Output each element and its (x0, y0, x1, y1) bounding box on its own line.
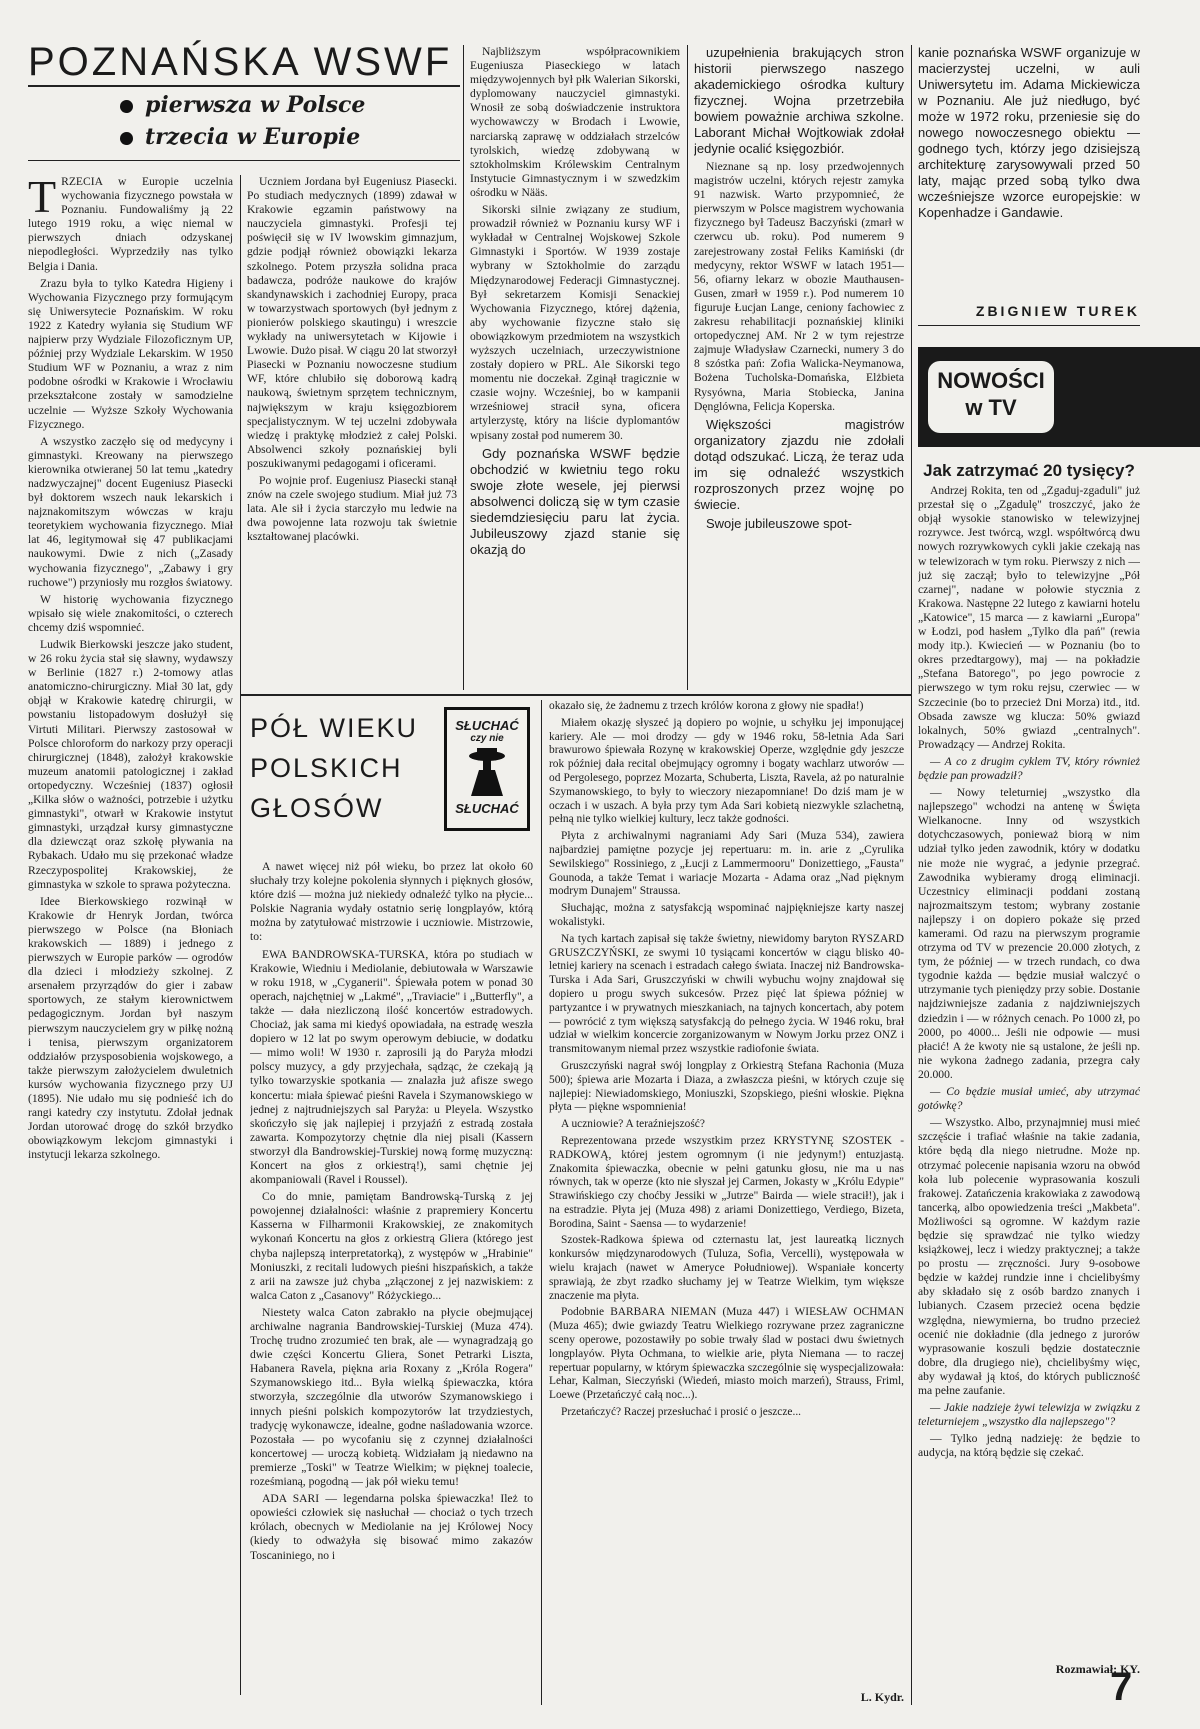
article-column-1 (28, 175, 233, 1705)
listen-or-not-logo (444, 707, 530, 831)
paragraph: kanie poznańska WSWF organizuje w macierzystej uczelni, w auli Uniwersytetu im. Adama Mickiewicza w Poznaniu. Ale już niedługo, być może w 1972 roku, przeniesie się do nowego nowoczesnego obiektu — godnego tych, którzy jego dzisiejszą architekturę zarysowywali przed 50 laty, mając przed sobą tylko dwa wcześniejsze wzorce europejskie: w Kopenhadze i Gandawie. (918, 45, 1140, 220)
paragraph: Najbliższym współpracownikiem Eugeniusza Piaseckiego w latach międzywojennych był płk Walerian Sikorski, dyplomowany nauczyciel gimnastyki. Wnosił ze sobą doświadczenie instruktora wychowawczy w Brodach i Lwowie, narciarską zaprawę w oddziałach strzelców tyrolskich, wiedzę zdobywaną w sztokholmskim Królewskim Centralnym Instytucie Gimnastycznym i w szwedzkim ośrodku w Nääs. (470, 45, 680, 199)
title-line: POLSKICH (250, 753, 403, 783)
bullet-text: trzecia w Europie (145, 124, 361, 150)
tv-badge-line-1: NOWOŚCI (937, 368, 1045, 393)
paragraph: uzupełnienia brakujących stron historii pierwszego naszego akademickiego ośrodka kultury fizycznej. Wojna przetrzebiła bowiem poważnie archiwa szkolne. Laborant Michał Wojtkowiak zdołał jedynie ocalić księgozbiór. (694, 45, 904, 156)
stamp-text: SŁUCHAĆ (455, 718, 519, 733)
paragraph: A nawet więcej niż pół wieku, bo przez lat około 60 słuchały trzy kolejne pokolenia słynnych i pięknych głosów, które dziś — można już niekiedy odnaleźć tylko na płycie... Polskie Nagrania wydały ostatnio serię longplayów, którą można by zatytułować mistrzowie i uczniowie. Mistrzowie, to: (250, 860, 533, 944)
author-byline (918, 303, 1140, 321)
paragraph: Po wojnie prof. Eugeniusz Piasecki stanął znów na czele swojego studium. Miał już 73 lata. Ale sił i życia starczyło mu ledwie na dwa powojenne lata rozwoju tak świetnie kształtowanej placówki. (247, 473, 457, 544)
paragraph: Płyta z archiwalnymi nagraniami Ady Sari (Muza 534), zawiera najbardziej pamiętne pozycje jej repertuaru: m. in. arie z „Cyrulika Sewilskiego" Rossiniego, z „Łucji z Lammermooru" Donizettiego, „Fausta" Gounoda, a także Temat i wariacje Mozarta - Adama oraz „Nad pięknym modrym Dunajem" Straussa. (549, 830, 904, 898)
bullet-subtitle-1 (120, 92, 365, 118)
paragraph: Andrzej Rokita, ten od „Zgaduj-zgaduli" już przestał się o „Zgadulę" troszczyć, jako że objął wysokie stanowisko w telewizyjnej rozrywce. Jest twórcą, wzgl. współtwórcą dwu nowych rozrywkowych cykli jakie czekają nas w telewizorach w tym roku. Pierwszy z nich — już się zaczął; było to telewizyjne „Pół czarnej", nadane w połowie stycznia z Krakowa. Następne 22 lutego z kawiarni hotelu „Katowice", 15 marca — z kawiarni „Europa" w Łodzi, pod hasłem „Tylko dla pań" (rewia mody itp.). Kwiecień — w Poznaniu (bo to okres przedtargowy), maj — na pokładzie „Stefana Batorego", po jego powrocie z pierwszego w tym roku rejsu, czerwiec — w Szczecinie (bo to przecież Dni Morza) itd., itd. Obsada zawsze wg klucza: 50% gwiazd lokalnych, 50% gwiazd „centralnych". Prowadzący — Andrzej Rokita. (918, 484, 1140, 751)
page-number: 7 (1110, 1665, 1133, 1709)
paragraph: Słuchając, można z satysfakcją wspominać najpiękniejsze karty naszej wokalistyki. (549, 902, 904, 928)
paragraph: Gdy poznańska WSWF będzie obchodzić w kwietniu tego roku swoje złote wesele, jej pierwsi absolwenci doliczą się w tym czasie siedemdziesięciu paru lat życia. Jubileuszowy zjazd stanie się okazją do (470, 445, 680, 557)
column-divider (463, 45, 464, 690)
tv-badge-label (928, 361, 1054, 433)
tv-signoff: Rozmawiał: KY. (1055, 1662, 1140, 1676)
bullet-text: pierwsza w Polsce (145, 92, 366, 118)
paragraph: Niestety walca Caton zabrakło na płycie obejmującej archiwalne nagrania Bandrowskiej-Turskiej (Muza 474). Trochę trudno zrozumieć ten brak, ale — wynagradzają go dwie części Koncertu Gliera, Sonet Petrarki Liszta, Habanera Ravela, piękna aria Roxany z „Króla Rogera" Szymanowskiego itd... Była wielką śpiewaczka, która stworzyła, szczególnie dla utworów Szymanowskiego i innych pieśni polskich kompozytorów lat trzydziestych, tradycję wykonawcze, idealne, godne naśladowania wzorce. Pozostała — po wycofaniu się z czynnej działalności koncertowej — uroczą kobietą. Widziałam ją niedawno na premierze „Toski" w Teatrze Wielkim; w pięknej toalecie, roześmianą, pogodną — jak pół wieku temu! (250, 1305, 533, 1489)
title-line: PÓŁ WIEKU (250, 713, 419, 743)
column-divider (541, 700, 542, 1705)
title-rule (28, 85, 460, 87)
paragraph: — Tylko jedną nadzieję: że będzie to audycja, na którą będzie się czekać. (918, 1432, 1140, 1460)
paragraph: TRZECIA w Europie uczelnia wychowania fizycznego powstała w Poznaniu. Fundowaliśmy ją 22 lutego 1919 roku, a więc niemal w pierwszych dniach odzyskanej niepodległości. Wyprzedziły nas tylko Belgia i Dania. (28, 175, 233, 273)
record-column-1 (250, 860, 533, 1710)
article-column-4 (694, 45, 904, 690)
record-column-2 (549, 700, 904, 1685)
paragraph: A uczniowie? A teraźniejszość? (561, 1118, 705, 1131)
paragraph: Na tych kartach zapisał się także świetny, niewidomy baryton RYSZARD GRUSZCZYŃSKI, ze swymi 10 tysiącami koncertów w ciągu blisko 40-letniej kariery na scenach i estradach całego świata. Inaczej niż Bandrowska-Turska i Ada Sari, Gruszczyński w chwili wybuchu wojny znajdował się dopiero u progu swych sukcesów. Przez pięć lat śpiewa później w partyzantce i w prywatnych mieszkaniach, na tajnych koncertach, aby potem — powrócić z tym większą satysfakcją do pełnego życia. W 1946 roku, brał udział w wielkim koncercie zorganizowanym w Nowym Jorku przez ONZ i transmitowanym niemal przez wszystkie radiofonie świata. (549, 932, 904, 1056)
article-title: POZNAŃSKA WSWF (28, 40, 453, 84)
byline-rule (918, 325, 1140, 326)
section-rule (240, 694, 911, 696)
paragraph: Podobnie BARBARA NIEMAN (Muza 447) i WIESŁAW OCHMAN (Muza 465); dwie gwiazdy Teatru Wielkiego rozrywane przez zagraniczne sceny operowe, pozostawiły po sobie trwały ślad w postaci dwu świetnych longplayów. Płyta Ochmana, to wielkie arie, płyta Niemana — to raczej repertuar popularny, w którym śpiewaczka szczególnie się wyspecjalizowała: Lehar, Kalman, Sieczyński (Wiedeń, miasto moich marzeń), Strauss, Friml, Loewe (Przetańczyć całą noc...). (549, 1306, 904, 1402)
title-line: GŁOSÓW (250, 793, 384, 823)
author-name: ZBIGNIEW TUREK (975, 303, 1140, 319)
column-divider (687, 45, 688, 690)
paragraph: Zrazu była to tylko Katedra Higieny i Wychowania Fizycznego przy formującym się Uniwersytecie Poznańskim. W roku 1922 z Katedry wyłania się Studium WF najpierw przy Wydziale Filozoficznym UP, później przy Wydziale Lekarskim. W 1950 Studium WF w Poznaniu, a wraz z nim podobne ośrodki w Krakowie i Wrocławiu przekształcone zostały w samodzielne uczelnie — Wyższe Szkoły Wychowania Fizycznego. (28, 276, 233, 431)
paragraph: — Nowy teleturniej „wszystko dla najlepszego" wchodzi na antenę w Święta Wielkanocne. Inny od wszystkich dotychczasowych, ponieważ biorą w nim udział tylko jeden zawodnik, który w dodatku nie może nie wygrać, a jedynie przegrać. Zawodnika wybieramy drogą eliminacji. Uczestnicy eliminacji poddani zostaną najrozmaitszym testom; wybrany zostanie najlepszy i on dopiero pokaże się przed kamerami. Od razu na pierwszym programie otrzyma od TV w prezencie 20.000 złotych, z tym, że później — w trzech rundach, co dwa tygodnie każda — będzie musiał walczyć o utrzymanie tych pieniędzy przy sobie. Dostanie najdziwniejsze zadania z najdziwniejszych dziedzin i — w różnych cenach. Po 1000 zł, po 2000, po 4000... Jeśli nie odpowie — musi płacić! A że kwoty nie są ustalone, że jeśli np. nie wykona żadnego zadania, przegra cały 20.000. (918, 786, 1140, 1081)
paragraph: Sikorski silnie związany ze studium, prowadził również w Poznaniu kursy WF i wykładał w Centralnej Wojskowej Szkole Gimnastyki i Sportów. W 1939 zostaje wybrany w Sztokholmie do zarządu Międzynarodowej Federacji Gimnastycznej. Był sekretarzem Komisji Senackiej Wychowania Fizycznego, której dążenia, aby wychowanie fizyczne stało się obowiązkowym przedmiotem na wszystkich wyższych uczelniach, urzeczywistnione zostały dopiero w PRL. Ale Sikorski tego momentu nie doczekał. Zginął tragicznie w czasie wojny. Wcześniej, bo w kampanii wrześniowej stracił syna, oficera artylerzystę, który na liście dyplomantów wpisany został pod numerem 30. (470, 203, 680, 442)
paragraph: W historię wychowania fizycznego wpisało się wiele znakomitości, o czterech chcemy dziś wspomnieć. (28, 592, 233, 634)
drop-cap: T (28, 175, 57, 222)
paragraph: Miałem okazję słyszeć ją dopiero po wojnie, u schyłku jej imponującej kariery. Ale — moi drodzy — gdy w 1946 roku, 58-letnia Ada Sari brawurowo śpiewała Rozynę w krakowskiej Operze, względnie gdy jeszcze rok później dała recital obejmujący ogromny i bogaty wachlarz utworów — od Pergolesego, poprzez Mozarta, Schuberta, Liszta, Ravela, aż po naturalnie Szymanowskiego, to były to wieczory niezapomniane! Do dziś mam je w oczach i w uszach. A była przy tym Ada Sari kobietą niezwykle szlachetną, pełną nie tylko wielkiej kultury, lecz także godności. (549, 716, 904, 826)
stamp-text: SŁUCHAĆ (455, 801, 519, 816)
bullet-dot-icon (120, 132, 133, 145)
paragraph: okazało się, że żadnemu z trzech królów korona z głowy nie spadła!) (549, 700, 864, 712)
tv-badge-line-2: w TV (965, 395, 1017, 420)
paragraph: Nieznane są np. losy przedwojennych magistrów uczelni, których rejestr zamyka 91 nazwisk. Warto przypomnieć, że pierwszym w Polsce magistrem wychowania fizycznego był Tadeusz Baczyński (zmarł w czerwcu ub. roku). Pod numerem 9 zarejestrowany został Feliks Kamiński (dr medycyny, rektor WSWF w latach 1951—56, ofiarny lekarz w obozie Mauthausen-Gusen, zmarł w 1959 r.). Pod numerem 10 figuruje Łucjan Lange, ceniony fachowiec z zakresu rehabilitacji poznańskiej kliniki ortopedycznej AM. Nr 2 w tym rejestrze zajmuje Władysław Czarnecki, numery 3 do 8 szóstka pań: Zofia Walicka-Neymanowa, Bożena Tucholska-Domańska, Elżbieta Rysyówna, Maria Stobiecka, Janina Dęnglówna, Felicja Koperska. (694, 160, 904, 413)
record-article-title (250, 708, 418, 828)
paragraph: Gruszczyński nagrał swój longplay z Orkiestrą Stefana Rachonia (Muza 500); śpiewa arie Mozarta i Diaza, a zwłaszcza pieśni, w których czuje się najlepiej: Niewiadomskiego, Moniuszki, Szopskiego, pieśni włoskie. Piękna płyta — piękne wspomnienia! (549, 1059, 904, 1114)
paragraph: — Wszystko. Albo, przynajmniej musi mieć szczęście i trafiać właśnie na takie zadania, które będą dla niego nietrudne. Może np. otrzymać polecenie napisania wzoru na obwód koła lub polecenie wyprasowania koszuli frakowej. Zatańczenia krakowiaka z zawodową tancerką, albo opowiedzenia treści „Makbeta". Możliwości są ogromne. W każdym razie będzie się sprawdzać nie tylko wiedzy książkowej, lecz i wiedzy praktycznej; a także po prostu — zręczności. Jury 9-osobowe będzie w każdej rundzie inne i chcielibyśmy aby składało się z osób bardzo znanych i lubianych. Czasem przecież ocena będzie względna, niewymierna, bo trudno przecież ocenić nie dokładnie (dla jednego z jurorów wyprasowanie koszuli będzie dostatecznie dobre, dla drugiego nie), chcielibyśmy więc, aby wydawał ją ktoś, do których publiczność ma pełne zaufanie. (918, 1116, 1140, 1397)
question: — Jakie nadzieje żywi telewizja w związku z teleturniejem „wszystko dla najlepszego"? (918, 1401, 1140, 1429)
stamp-text: czy nie (470, 733, 504, 744)
tv-headline: Jak zatrzymać 20 tysięcy? (923, 461, 1135, 480)
tv-column (918, 458, 1140, 1658)
question: — Co będzie musiał umieć, aby utrzymać gotówkę? (918, 1085, 1140, 1113)
article-column-5 (918, 45, 1140, 295)
tv-news-badge (918, 347, 1200, 447)
paragraph: EWA BANDROWSKA-TURSKA, która po studiach w Krakowie, Wiedniu i Mediolanie, debiutowała w Warszawie w roku 1918, w „Cyganerii". Śpiewała potem w ponad 30 operach, najchętniej w „Lakmé", „Traviacie" i „Butterfly", a także — dała niezliczoną ilość koncertów estradowych. Chociaż, jak sama mi kiedyś opowiadała, na estradę weszła dopiero w 12 lat po swym operowym debiucie, w dodatku — mimo woli! W 1930 r. zaprosili ją do Paryża młodzi polscy muzycy, a gdy przyjechała, sądząc, że czekają ją tylko towarzyskie spotkania — znalazła już afisze swego koncertu: miała śpiewać pieśni Ravela i Szymanowskiego w jednej z najtrudniejszych sal Paryża: u Pleyela. Wszystko skończyło się jak najlepiej i przyjaźń z estradą została zawarta. Kompozytorzy chętnie dla niej pisali (Kassern stworzył dla Bandrowskiej-Turskiej nową formę muzyczną: Koncert na głos z orkiestrą!), sami chętnie jej akompaniowali (Ravel i Roussel). (250, 947, 533, 1187)
paragraph: Większości magistrów organizatory zjazdu nie zdołali dotąd odszukać. Liczą, że teraz uda im się odnaleźć wszystkich rozproszonych przez wojnę po świecie. (694, 416, 904, 512)
article-column-3 (470, 45, 680, 690)
paragraph: Co do mnie, pamiętam Bandrowską-Turską z jej powojennej działalności: właśnie z prapremiery Koncertu Kasserna w Filharmonii Krakowskiej, ze znakomitych wykonań Koncertu na głos z orkiestrą Gliera (którego jest chyba najlepszą interpretatorką), z występów w „Hrabinie" Moniuszki, z recitali ludowych pieśni hiszpańskich, a także z arii na zawsze już chyba „złączonej z jej nazwiskiem: z walca Caton z „Casanovy" Różyckiego... (250, 1190, 533, 1302)
paragraph: Przetańczyć? Raczej przesłuchać i prosić o jeszcze... (561, 1406, 802, 1419)
record-signature: L. Kydr. (860, 1690, 904, 1704)
paragraph: ADA SARI — legendarna polska śpiewaczka! Ileż to opowieści człowiek się nasłuchał — chociaż o tych trzech królach, obecnych w Mediolanie na jej Królowej Nocy (kiedy to odważyła się bisować mimo zakazów Toscaniniego, no i (250, 1492, 533, 1562)
column-divider (240, 175, 241, 1695)
question: — A co z drugim cyklem TV, który również będzie pan prowadził? (918, 754, 1140, 782)
bullet-dot-icon (120, 100, 133, 113)
subtitle-rule (28, 160, 460, 161)
listener-figure-icon (457, 744, 517, 796)
paragraph: Swoje jubileuszowe spot- (706, 515, 852, 531)
paragraph: A wszystko zaczęło się od medycyny i gimnastyki. Kreowany na pierwszego kierownika otwieranej 50 lat temu „katedry nadzwyczajnej" docent Eugeniusz Piasecki był doktorem wszech nauk lekarskich i najznakomitszym wówczas w kraju teoretykiem wychowania fizycznego. Miał lat 46, legitymował się 47 publikacjami naukowymi. Dwie z nich („Zasady wychowania fizycznego", „Zabawy i gry ruchowe") przyniosły mu rozgłos światowy. (28, 434, 233, 589)
article-column-2 (247, 175, 457, 690)
bullet-subtitle-2 (120, 124, 360, 150)
paragraph: Ludwik Bierkowski jeszcze jako student, w 26 roku życia stał się sławny, wydawszy w Berlinie (1827 r.) 2-tomowy atlas anatomiczno-chirurgiczny. Miał 30 lat, gdy objął w Krakowie katedrę chirurgii, w powstaniu listopadowym dosłużył się Virtuti Militari. Pierwszy zastosował w Polsce chloroform do narkozy przy operacji chirurgicznej (1848), założył krakowskie muzeum anatomii patologicznej i zakład ortopedyczny. Wcześniej (1837) ogłosił „Kilka słów o ważności, potrzebie i użytku gimnastyki", otwarł w Krakowie instytut gimnastyki, urządzał kursy gimnastyczne dla dziewcząt oraz szkołę pływania na Rybakach. Udało mu się przekonać władze Rzeczypospolitej Krakowskiej, że gimnastyka w szkole to sprawa pożyteczna. (28, 638, 233, 891)
paragraph: Idee Bierkowskiego rozwinął w Krakowie dr Henryk Jordan, twórca pierwszego w Polsce (na Błoniach krakowskich — 1889) i jednego z pierwszych w Europie parków — ogrodów dla dzieci i młodzieży szkolnej. Z arsenałem przyrządów do gier i zabaw sportowych, ze stałym kierownictwem pedagogicznym. Jordan był naszym pierwszym nauczycielem gry w piłkę nożną i tenisa, pierwszym organizatorem oddziałów przysposobienia wojskowego, a także pierwszym założycielem dwuletnich kursów wychowania fizycznego przy UJ (1895). Nie udało mu się podnieść ich do rangi katedry czy instytutu. Zdołał jednak Jordan utorować drogę do szkół brzydko obowiązkowym lekcjom gimnastyki i instytucji lekarza szkolnego. (28, 894, 233, 1162)
paragraph: Szostek-Radkowa śpiewa od czternastu lat, jest laureatką licznych konkursów międzynarodowych (Tuluza, Sofia, Vercelli), występowała w wielu krajach (nawet w Ameryce Południowej). Wspaniałe koncerty sprawiają, że zbyt rzadko słuchamy jej w Teatrze Wielkim, tym większe znaczenie ma płyta. (549, 1234, 904, 1302)
column-divider (911, 45, 912, 1705)
paragraph: Uczniem Jordana był Eugeniusz Piasecki. Po studiach medycznych (1899) zdawał w Krakowie egzamin państwowy na nauczyciela gimnastyki. Profesji tej poświęcił się w IV lwowskim gimnazjum, gdzie podjął również obowiązki lekarza szkolnego. Potem przyszła solidna praca badawcza, podróże naukowe do krajów skandynawskich i zachodniej Europy, praca w towarzystwach sportowych (był jednym z pionierów polskiego skautingu) i wreszcie wykłady na uniwersytetach w Kijowie i Lwowie. Dużo pisał. W ciągu 20 lat stworzył Piasecki w Poznaniu nowoczesne studium WF, które chlubiło się doborową kadrą naukową, świetnym sprzętem technicznym, największym w kraju księgozbiorem specjalistycznym. W tej uczelni zdobywała wiedzę i praktykę młodzież z całej Polski. Absolwenci szkoły poznańskiej byli poszukiwanymi pedagogami i oficerami. (247, 175, 457, 470)
paragraph: Reprezentowana przede wszystkim przez KRYSTYNĘ SZOSTEK - RADKOWĄ, której jestem ogromnym (i nie jedynym!) entuzjastą. Znakomita śpiewaczka, obecnie w pełni gatunku głosu, nie ma u nas równych, tak w operze (kto nie słyszał jej Carmen, Jokasty w „Królu Edypie" Strawińskiego czy choćby Jessiki w „Jutrze" Bairda — wiele stracił!), jak i na estradzie. Płyta jej (Muza 498) z ariami Donizettiego, Verdiego, Bizeta, Borodina, Saint - Saensa — to wydarzenie! (549, 1134, 904, 1230)
